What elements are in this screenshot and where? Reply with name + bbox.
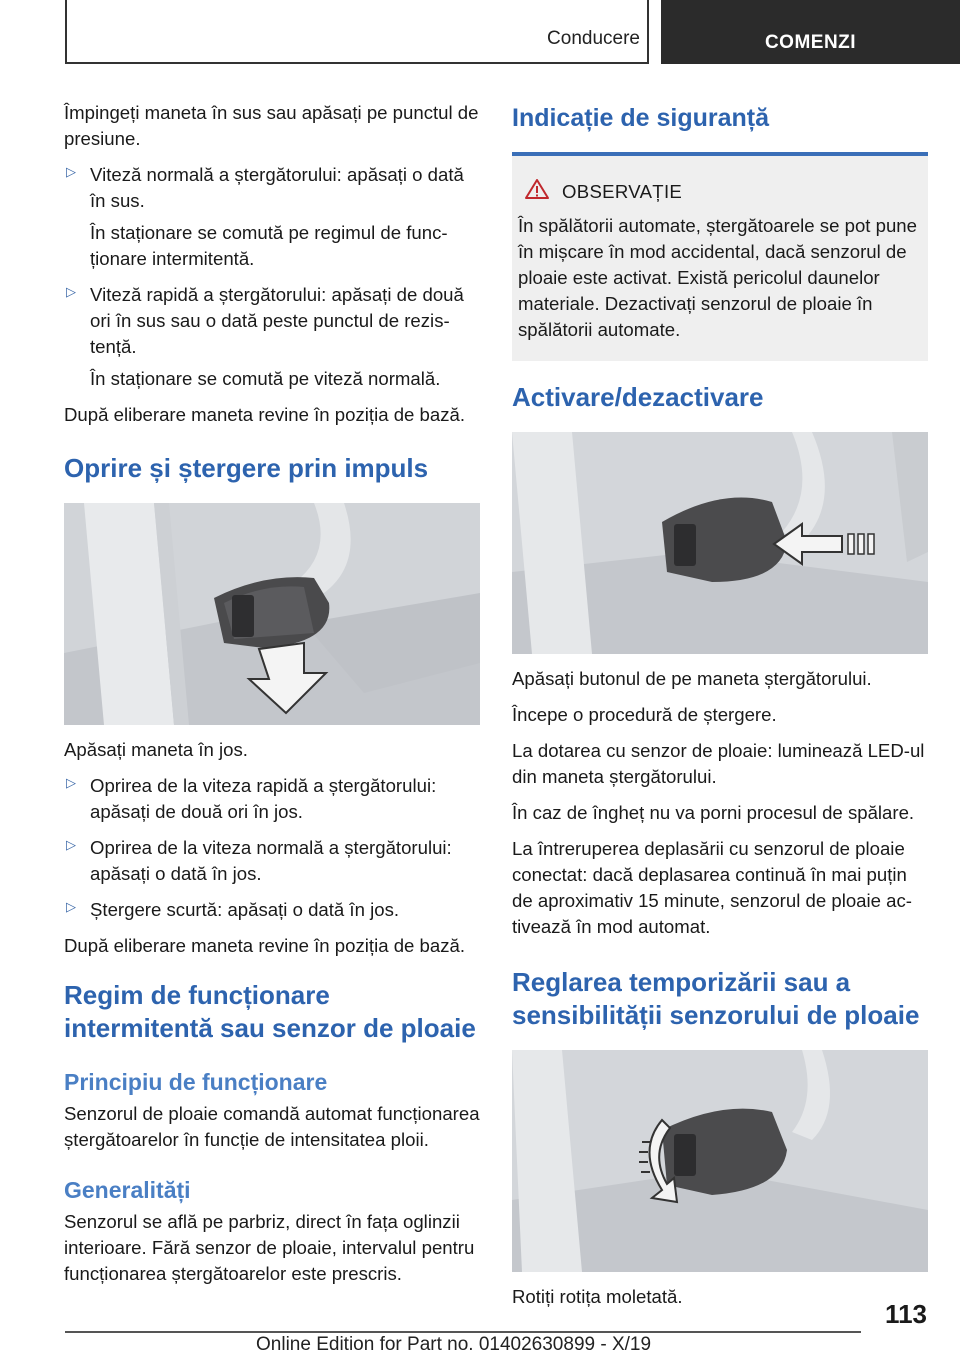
notice-box [512, 156, 928, 361]
heading-general: Generalități [64, 1177, 191, 1203]
after-release-text: După eliberare maneta revine în poziția de bază. [64, 935, 466, 956]
bullet-sub-text: În staționare se comută pe regimul de funcționare intermitentă. [90, 222, 448, 269]
activate-line: La întreruperea deplasării cu senzorul de ploaie conectat: dacă deplasarea continuă în mai puțin de aproximativ 15 minute, senzorul de ploaie activează în mod automat. [512, 838, 912, 937]
activate-line: La dotarea cu senzor de ploaie: luminează LED-ul din maneta ștergătorului. [512, 740, 925, 787]
bullet-text: Viteză normală a ștergătorului: apăsați o dată în sus. [90, 164, 464, 211]
triangle-bullet-icon: ▷ [66, 284, 76, 299]
after-release-text: După eliberare maneta revine în poziția de bază. [64, 404, 466, 425]
general-text: Senzorul se află pe parbriz, direct în fața oglinzii interioare. Fără senzor de ploaie, intervalul pentru funcționarea ștergătoarelor este prescris. [64, 1211, 475, 1284]
list-item [64, 773, 480, 825]
heading-adjust: Reglarea temporizării sau a sensibilității senzorului de ploaie [512, 967, 920, 1030]
photo-caption: Apăsați maneta în jos. [64, 739, 248, 760]
intro-paragraph: Împingeți maneta în sus sau apăsați pe punctul de presiune. [64, 102, 479, 149]
footer-edition: Online Edition for Part no. 01402630899 - X/19 [256, 1334, 652, 1355]
footer-divider [65, 1331, 861, 1333]
triangle-bullet-icon: ▷ [66, 837, 76, 852]
header-chapter-tab: COMENZI [661, 0, 960, 64]
heading-activate: Activare/dezactivare [512, 382, 764, 412]
page-number: 113 [885, 1299, 927, 1329]
list-item [64, 835, 480, 887]
triangle-bullet-icon: ▷ [66, 899, 76, 914]
bullet-sub-text: În staționare se comută pe viteză normală. [90, 368, 441, 389]
list-item [64, 282, 480, 392]
wiper-stalk-down-photo [64, 503, 480, 725]
activate-line: Începe o procedură de ștergere. [512, 704, 777, 725]
list-item [64, 897, 480, 923]
header-section: Conducere [547, 28, 640, 49]
activate-line: În caz de îngheț nu va porni procesul de spălare. [512, 802, 915, 823]
heading-impulse: Oprire și ștergere prin impuls [64, 453, 429, 483]
heading-intermittent: Regim de funcționare intermitentă sau senzor de ploaie [64, 980, 476, 1043]
bullet-text: Viteză rapidă a ștergătorului: apăsați de două ori în sus sau o dată peste punctul de rezistență. [90, 284, 464, 357]
left-column [64, 100, 480, 1297]
notice-header [524, 178, 922, 205]
activate-line: Apăsați butonul de pe maneta ștergătorului. [512, 668, 872, 689]
bullet-text: Ștergere scurtă: apăsați o dată în jos. [90, 899, 400, 920]
warning-triangle-icon [524, 178, 550, 205]
triangle-bullet-icon: ▷ [66, 775, 76, 790]
wiper-stalk-button-photo [512, 432, 928, 654]
bullet-text: Oprirea de la viteza rapidă a ștergătorului: apăsați de două ori în jos. [90, 775, 437, 822]
bullet-text: Oprirea de la viteza normală a ștergătorului: apăsați o dată în jos. [90, 837, 452, 884]
photo-caption: Rotiți rotița moletată. [512, 1286, 683, 1307]
list-item [64, 162, 480, 272]
heading-principle: Principiu de funcționare [64, 1069, 328, 1095]
right-column [512, 98, 928, 1320]
notice-text: În spălătorii automate, ștergătoarele se pot pune în mișcare în mod accidental, dacă senzorul de ploaie este activat. Există pericolul daunelor materiale. Dezactivați senzorul de ploaie în spălătorii automate. [518, 215, 917, 340]
triangle-bullet-icon: ▷ [66, 164, 76, 179]
principle-text: Senzorul de ploaie comandă automat funcționarea ștergătoarelor în funcție de intensitatea ploii. [64, 1103, 480, 1150]
notice-label: OBSERVAȚIE [562, 180, 683, 202]
wiper-knurled-wheel-photo [512, 1050, 928, 1272]
heading-safety: Indicație de siguranță [512, 104, 770, 132]
